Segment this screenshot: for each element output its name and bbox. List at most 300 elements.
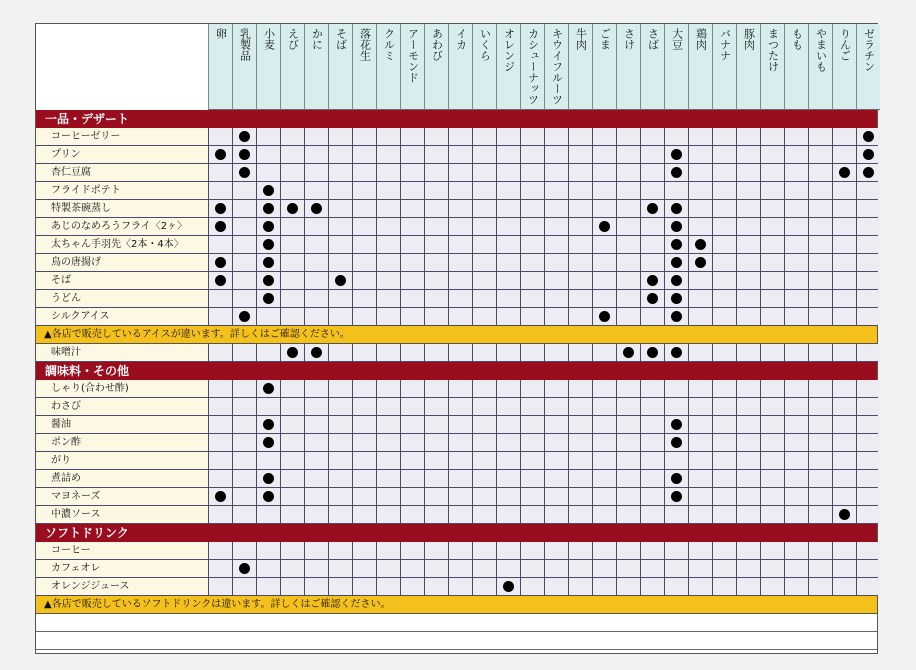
allergen-cell: [760, 182, 784, 199]
allergen-cell: [496, 344, 520, 361]
contains-mark-icon: [671, 473, 682, 484]
contains-mark-icon: [215, 275, 226, 286]
allergen-cell: [472, 434, 496, 451]
allergen-cell: [592, 470, 616, 487]
allergen-cell: [664, 560, 688, 577]
allergen-header-cell: [808, 24, 832, 110]
allergen-cell: [808, 308, 832, 325]
allergen-cell: [736, 272, 760, 289]
allergen-cell: [616, 236, 640, 253]
allergen-cell: [832, 578, 856, 595]
allergen-cell: [736, 416, 760, 433]
allergen-cell: [280, 398, 304, 415]
allergen-cell: [736, 344, 760, 361]
allergen-cell: [424, 380, 448, 397]
allergen-cell: [448, 380, 472, 397]
allergen-cell: [232, 146, 256, 163]
allergen-cell: [208, 470, 232, 487]
allergen-cell: [496, 200, 520, 217]
allergen-cell: [496, 272, 520, 289]
allergen-cell: [520, 272, 544, 289]
allergen-cell: [496, 254, 520, 271]
allergen-cell: [568, 434, 592, 451]
allergen-cell: [808, 272, 832, 289]
contains-mark-icon: [863, 149, 874, 160]
allergen-cell: [832, 182, 856, 199]
allergen-cell: [376, 164, 400, 181]
allergen-cell: [736, 506, 760, 523]
menu-item-name: 煮詰め: [36, 470, 208, 487]
contains-mark-icon: [623, 347, 634, 358]
allergen-cell: [640, 398, 664, 415]
allergen-cell: [448, 146, 472, 163]
allergen-cell: [520, 182, 544, 199]
allergen-cell: [280, 128, 304, 145]
section-header: ソフトドリンク: [36, 524, 877, 542]
allergen-cell: [856, 542, 880, 559]
allergen-cell: [328, 470, 352, 487]
allergen-cell: [616, 290, 640, 307]
allergen-cell: [688, 254, 712, 271]
allergen-cell: [352, 488, 376, 505]
allergen-cell: [232, 182, 256, 199]
allergen-cell: [424, 236, 448, 253]
menu-item-name: コーヒー: [36, 542, 208, 559]
allergen-cell: [808, 254, 832, 271]
allergen-cell: [856, 578, 880, 595]
allergen-cell: [544, 416, 568, 433]
allergen-cell: [856, 290, 880, 307]
allergen-cell: [256, 290, 280, 307]
contains-mark-icon: [239, 563, 250, 574]
allergen-cell: [664, 452, 688, 469]
allergen-cell: [856, 398, 880, 415]
allergen-cell: [304, 290, 328, 307]
allergen-cell: [352, 398, 376, 415]
allergen-cell: [424, 398, 448, 415]
allergen-cell: [448, 254, 472, 271]
allergen-cell: [856, 434, 880, 451]
allergen-cell: [424, 578, 448, 595]
contains-mark-icon: [263, 419, 274, 430]
allergen-cell: [856, 164, 880, 181]
allergen-cell: [496, 146, 520, 163]
allergen-cell: [208, 218, 232, 235]
allergen-cell: [544, 200, 568, 217]
allergen-cell: [376, 506, 400, 523]
contains-mark-icon: [647, 203, 658, 214]
allergen-cell: [376, 128, 400, 145]
note-row: ▲各店で販売しているアイスが違います。詳しくはご確認ください。: [36, 326, 877, 344]
allergen-cell: [592, 236, 616, 253]
contains-mark-icon: [599, 311, 610, 322]
allergen-cell: [232, 254, 256, 271]
allergen-cell: [328, 236, 352, 253]
allergen-header-cell: [208, 24, 232, 110]
blank-row: [36, 632, 877, 650]
allergen-cell: [568, 344, 592, 361]
allergen-cell: [664, 488, 688, 505]
allergen-cell: [664, 254, 688, 271]
allergen-cell: [496, 488, 520, 505]
allergen-cell: [808, 236, 832, 253]
allergen-cell: [808, 560, 832, 577]
allergen-cell: [568, 470, 592, 487]
allergen-cell: [784, 218, 808, 235]
allergen-cell: [400, 200, 424, 217]
allergen-cell: [544, 344, 568, 361]
allergen-cell: [352, 470, 376, 487]
allergen-cell: [640, 344, 664, 361]
allergen-cell: [208, 236, 232, 253]
contains-mark-icon: [695, 239, 706, 250]
allergen-cell: [736, 164, 760, 181]
allergen-cell: [544, 254, 568, 271]
allergen-cell: [256, 452, 280, 469]
allergen-cell: [832, 344, 856, 361]
menu-item-name: あじのなめろうフライ〈2ヶ〉: [36, 218, 208, 235]
allergen-cell: [808, 128, 832, 145]
allergen-cell: [304, 398, 328, 415]
allergen-cell: [592, 398, 616, 415]
contains-mark-icon: [287, 347, 298, 358]
allergen-label: 牛肉: [574, 28, 588, 50]
allergen-cell: [232, 236, 256, 253]
allergen-cell: [496, 452, 520, 469]
allergen-cell: [400, 398, 424, 415]
allergen-cell: [712, 218, 736, 235]
allergen-cell: [736, 560, 760, 577]
allergen-header-cell: [448, 24, 472, 110]
allergen-cell: [496, 236, 520, 253]
allergen-cell: [304, 146, 328, 163]
contains-mark-icon: [599, 221, 610, 232]
allergen-cell: [280, 380, 304, 397]
contains-mark-icon: [215, 491, 226, 502]
allergen-header-cell: [304, 24, 328, 110]
contains-mark-icon: [263, 257, 274, 268]
allergen-cell: [784, 254, 808, 271]
allergen-cell: [448, 542, 472, 559]
allergen-cell: [472, 218, 496, 235]
allergen-cell: [424, 146, 448, 163]
allergen-cell: [496, 578, 520, 595]
allergen-cell: [592, 164, 616, 181]
allergen-cell: [472, 452, 496, 469]
allergen-header-cell: [328, 24, 352, 110]
allergen-cell: [664, 416, 688, 433]
allergen-cell: [256, 128, 280, 145]
allergen-cell: [544, 128, 568, 145]
allergen-cell: [592, 200, 616, 217]
allergen-cell: [232, 164, 256, 181]
allergen-cell: [232, 290, 256, 307]
allergen-cell: [544, 272, 568, 289]
menu-row: [36, 488, 877, 506]
allergen-cell: [832, 272, 856, 289]
allergen-cell: [568, 146, 592, 163]
allergen-cell: [712, 164, 736, 181]
allergen-cell: [568, 452, 592, 469]
contains-mark-icon: [263, 203, 274, 214]
allergen-cell: [856, 470, 880, 487]
allergen-cell: [688, 542, 712, 559]
allergen-cell: [328, 416, 352, 433]
allergen-cell: [304, 236, 328, 253]
allergen-cell: [712, 506, 736, 523]
allergen-cell: [280, 470, 304, 487]
allergen-cell: [832, 506, 856, 523]
allergen-header-cell: [256, 24, 280, 110]
allergen-cell: [760, 578, 784, 595]
allergen-cell: [376, 380, 400, 397]
allergen-cell: [640, 452, 664, 469]
allergen-header-cell: [640, 24, 664, 110]
allergen-cell: [472, 182, 496, 199]
menu-item-name: 杏仁豆腐: [36, 164, 208, 181]
allergen-cell: [328, 218, 352, 235]
allergen-cell: [304, 128, 328, 145]
allergen-cell: [640, 236, 664, 253]
allergen-cell: [520, 416, 544, 433]
allergen-cell: [856, 344, 880, 361]
allergen-cell: [544, 434, 568, 451]
allergen-cell: [688, 416, 712, 433]
allergen-cell: [688, 164, 712, 181]
allergen-cell: [736, 146, 760, 163]
allergen-cell: [568, 398, 592, 415]
allergen-cell: [208, 434, 232, 451]
allergen-cell: [376, 488, 400, 505]
allergen-cell: [256, 344, 280, 361]
header-corner: [36, 24, 208, 111]
allergen-cell: [448, 506, 472, 523]
allergen-cell: [352, 128, 376, 145]
allergen-cell: [208, 272, 232, 289]
menu-item-name: カフェオレ: [36, 560, 208, 577]
allergen-cell: [592, 380, 616, 397]
allergen-cell: [808, 578, 832, 595]
allergen-cell: [280, 416, 304, 433]
allergen-cell: [760, 398, 784, 415]
allergen-cell: [352, 200, 376, 217]
allergen-cell: [256, 182, 280, 199]
allergen-cell: [664, 236, 688, 253]
allergen-cell: [424, 416, 448, 433]
allergen-cell: [664, 434, 688, 451]
allergen-cell: [328, 200, 352, 217]
menu-item-name: 味噌汁: [36, 344, 208, 361]
allergen-cell: [808, 398, 832, 415]
allergen-cell: [592, 272, 616, 289]
allergen-cell: [760, 416, 784, 433]
allergen-cell: [304, 542, 328, 559]
menu-row: [36, 434, 877, 452]
allergen-cell: [856, 218, 880, 235]
allergen-cell: [616, 416, 640, 433]
menu-row: [36, 272, 877, 290]
allergen-cell: [520, 290, 544, 307]
allergen-cell: [784, 272, 808, 289]
allergen-cell: [784, 542, 808, 559]
menu-row: [36, 344, 877, 362]
allergen-cell: [280, 452, 304, 469]
allergen-cell: [448, 128, 472, 145]
allergen-cell: [472, 416, 496, 433]
allergen-cell: [352, 236, 376, 253]
allergen-cell: [568, 290, 592, 307]
allergen-cell: [616, 560, 640, 577]
allergen-cell: [328, 488, 352, 505]
allergen-cell: [256, 506, 280, 523]
allergen-cell: [448, 434, 472, 451]
allergen-cell: [376, 182, 400, 199]
allergen-cell: [400, 164, 424, 181]
contains-mark-icon: [215, 257, 226, 268]
allergen-cell: [712, 488, 736, 505]
allergen-cell: [352, 146, 376, 163]
menu-item-name: 太ちゃん手羽先〈2本・4本〉: [36, 236, 208, 253]
allergen-cell: [640, 218, 664, 235]
allergen-cell: [736, 308, 760, 325]
allergen-cell: [808, 182, 832, 199]
allergen-cell: [712, 416, 736, 433]
allergen-cell: [232, 344, 256, 361]
allergen-cell: [832, 128, 856, 145]
allergen-cell: [640, 542, 664, 559]
allergen-cell: [616, 272, 640, 289]
allergen-cell: [472, 236, 496, 253]
allergen-cell: [424, 470, 448, 487]
allergen-cell: [400, 218, 424, 235]
allergen-cell: [232, 380, 256, 397]
allergen-label: 鶏肉: [694, 28, 708, 50]
allergen-cell: [520, 200, 544, 217]
allergen-cell: [256, 470, 280, 487]
allergen-cell: [352, 254, 376, 271]
contains-mark-icon: [671, 257, 682, 268]
allergen-cell: [808, 470, 832, 487]
allergen-cell: [232, 128, 256, 145]
allergen-cell: [328, 272, 352, 289]
allergen-cell: [664, 398, 688, 415]
allergen-label: 豚肉: [742, 28, 756, 50]
allergen-cell: [688, 128, 712, 145]
allergen-cell: [472, 308, 496, 325]
allergen-cell: [640, 380, 664, 397]
allergen-cell: [376, 200, 400, 217]
menu-item-name: 特製茶碗蒸し: [36, 200, 208, 217]
allergen-cell: [280, 308, 304, 325]
allergen-label: カシューナッツ: [526, 28, 540, 105]
allergen-cell: [832, 218, 856, 235]
contains-mark-icon: [239, 311, 250, 322]
allergen-cell: [640, 182, 664, 199]
allergen-cell: [688, 308, 712, 325]
allergen-cell: [616, 182, 640, 199]
allergen-cell: [328, 380, 352, 397]
allergen-cell: [568, 182, 592, 199]
menu-row: [36, 308, 877, 326]
allergen-cell: [640, 506, 664, 523]
allergen-header-cell: [616, 24, 640, 110]
allergen-cell: [832, 146, 856, 163]
allergen-cell: [520, 398, 544, 415]
allergen-cell: [496, 416, 520, 433]
allergen-cell: [712, 272, 736, 289]
allergen-cell: [712, 344, 736, 361]
allergen-cell: [520, 488, 544, 505]
allergen-cell: [256, 380, 280, 397]
allergen-cell: [808, 290, 832, 307]
contains-mark-icon: [239, 131, 250, 142]
allergen-cell: [712, 398, 736, 415]
allergen-cell: [208, 380, 232, 397]
allergen-cell: [520, 218, 544, 235]
menu-item-name: マヨネーズ: [36, 488, 208, 505]
allergen-cell: [280, 542, 304, 559]
allergen-cell: [328, 308, 352, 325]
allergen-header-cell: [856, 24, 880, 110]
contains-mark-icon: [263, 185, 274, 196]
allergen-cell: [568, 578, 592, 595]
allergen-cell: [208, 578, 232, 595]
allergen-cell: [376, 218, 400, 235]
allergen-cell: [304, 182, 328, 199]
allergen-cell: [760, 506, 784, 523]
allergen-cell: [832, 380, 856, 397]
allergen-cell: [616, 470, 640, 487]
contains-mark-icon: [263, 221, 274, 232]
allergen-cell: [304, 218, 328, 235]
allergen-cell: [808, 542, 832, 559]
allergen-cell: [352, 542, 376, 559]
allergen-cell: [688, 560, 712, 577]
allergen-cell: [760, 488, 784, 505]
allergen-cell: [232, 416, 256, 433]
allergen-cell: [448, 290, 472, 307]
allergen-cell: [328, 182, 352, 199]
allergen-cell: [448, 308, 472, 325]
allergen-cell: [520, 128, 544, 145]
allergen-cell: [208, 560, 232, 577]
allergen-cell: [832, 200, 856, 217]
allergen-cell: [400, 272, 424, 289]
allergen-cell: [232, 506, 256, 523]
allergen-cell: [376, 470, 400, 487]
allergen-cell: [376, 272, 400, 289]
menu-row: [36, 254, 877, 272]
menu-item-name: うどん: [36, 290, 208, 307]
allergen-cell: [784, 452, 808, 469]
allergen-cell: [688, 578, 712, 595]
note-row: ▲各店で販売しているソフトドリンクは違います。詳しくはご確認ください。: [36, 596, 877, 614]
allergen-cell: [592, 560, 616, 577]
allergen-cell: [448, 416, 472, 433]
allergen-header-cell: [832, 24, 856, 110]
allergen-cell: [304, 434, 328, 451]
allergen-cell: [448, 236, 472, 253]
allergen-cell: [304, 200, 328, 217]
allergen-cell: [760, 560, 784, 577]
allergen-cell: [232, 308, 256, 325]
allergen-cell: [856, 380, 880, 397]
allergen-cell: [856, 236, 880, 253]
allergen-label: りんご: [838, 28, 852, 61]
allergen-cell: [280, 254, 304, 271]
allergen-cell: [232, 470, 256, 487]
allergen-cell: [712, 542, 736, 559]
